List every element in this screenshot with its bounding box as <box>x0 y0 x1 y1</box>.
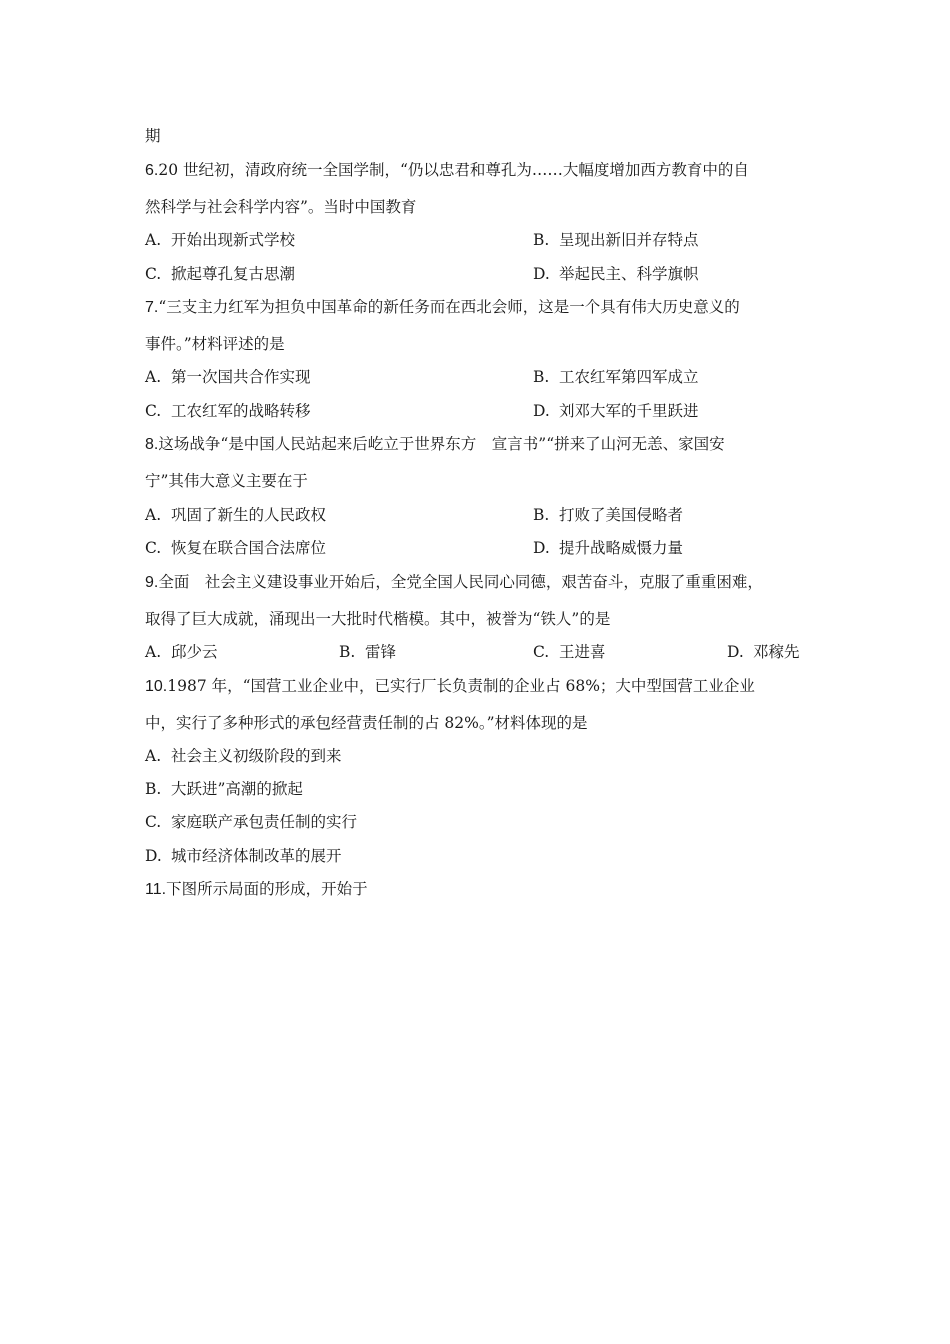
question-8-line-1 <box>145 434 725 455</box>
continuation-text: 期 <box>145 127 161 145</box>
question-10-option-a <box>145 746 342 766</box>
question-8-number: 8. <box>145 436 159 453</box>
option-text: 掀起尊孔复古思潮 <box>171 265 296 283</box>
option-text: 社会主义初级阶段的到来 <box>171 747 342 765</box>
question-9-number: 9. <box>145 574 159 591</box>
option-letter: C. <box>533 643 550 661</box>
option-text: 呈现出新旧并存特点 <box>559 231 699 249</box>
option-text: 工农红军第四军成立 <box>559 368 699 386</box>
option-text: 第一次国共合作实现 <box>171 368 311 386</box>
question-10-line-1 <box>145 676 755 697</box>
question-6-option-a <box>145 230 295 250</box>
option-letter: B. <box>533 368 550 386</box>
option-letter: A. <box>145 368 162 386</box>
option-text: 提升战略威慑力量 <box>559 539 684 557</box>
question-10-option-b <box>145 779 303 799</box>
option-letter: A. <box>145 506 162 524</box>
option-letter: C. <box>145 265 162 283</box>
question-6-line-1 <box>145 160 749 181</box>
question-9-option-b <box>339 642 396 662</box>
question-9-line-1 <box>145 572 763 593</box>
question-10-number: 10. <box>145 678 168 695</box>
option-text: 大跃进”高潮的掀起 <box>171 780 303 798</box>
question-10-text-2: 中，实行了多种形式的承包经营责任制的占 82%。”材料体现的是 <box>145 714 588 732</box>
question-6-option-b <box>533 230 699 250</box>
option-text: 邓稼先 <box>753 643 800 661</box>
question-8-option-c <box>145 538 326 558</box>
option-text: 打败了美国侵略者 <box>559 506 684 524</box>
question-9-option-c <box>533 642 606 662</box>
option-letter: B. <box>533 506 550 524</box>
question-9-text-1: 全面 社会主义建设事业开始后，全党全国人民同心同德，艰苦奋斗，克服了重重困难， <box>158 573 763 591</box>
option-letter: C. <box>145 813 162 831</box>
question-8-option-d <box>533 538 683 558</box>
question-7-line-1 <box>145 297 740 318</box>
question-8-text-1: 这场战争“是中国人民站起来后屹立于世界东方 宣言书”“拼来了山河无恙、家国安 <box>158 435 725 453</box>
option-text: 王进喜 <box>559 643 606 661</box>
question-6-number: 6. <box>145 162 159 179</box>
question-10-option-d <box>145 846 342 866</box>
option-text: 刘邓大军的千里跃进 <box>559 402 699 420</box>
question-8-text-2: 宁”其伟大意义主要在于 <box>145 472 308 490</box>
question-7-text-2: 事件。”材料评述的是 <box>145 335 285 353</box>
option-letter: B. <box>339 643 356 661</box>
question-6-text-1: 20 世纪初，清政府统一全国学制，“仍以忠君和尊孔为……大幅度增加西方教育中的自 <box>158 161 749 179</box>
option-letter: C. <box>145 539 162 557</box>
question-11-line-1 <box>145 879 368 900</box>
option-letter: D. <box>533 402 550 420</box>
option-letter: A. <box>145 231 162 249</box>
option-text: 城市经济体制改革的展开 <box>171 847 342 865</box>
option-text: 邱少云 <box>171 643 218 661</box>
question-9-option-d <box>727 642 800 662</box>
question-11-number: 11. <box>145 881 167 898</box>
question-8-option-a <box>145 505 326 525</box>
question-6-option-d <box>533 264 699 284</box>
question-6-text-2: 然科学与社会科学内容”。当时中国教育 <box>145 198 417 216</box>
question-6-option-c <box>145 264 295 284</box>
option-text: 工农红军的战略转移 <box>171 402 311 420</box>
option-letter: D. <box>145 847 162 865</box>
question-9-text-2: 取得了巨大成就，涌现出一大批时代楷模。其中，被誉为“铁人”的是 <box>145 610 611 628</box>
option-text: 雷锋 <box>365 643 397 661</box>
option-text: 恢复在联合国合法席位 <box>171 539 327 557</box>
question-11-text-1: 下图所示局面的形成，开始于 <box>166 880 368 898</box>
option-text: 开始出现新式学校 <box>171 231 296 249</box>
question-7-option-d <box>533 401 699 421</box>
question-7-option-b <box>533 367 699 387</box>
option-letter: D. <box>727 643 744 661</box>
option-letter: A. <box>145 643 162 661</box>
question-9-option-a <box>145 642 218 662</box>
question-7-option-c <box>145 401 311 421</box>
option-letter: C. <box>145 402 162 420</box>
question-10-text-1: 1987 年，“国营工业企业中，已实行厂长负责制的企业占 68%；大中型国营工业企业 <box>167 677 755 695</box>
option-letter: B. <box>533 231 550 249</box>
question-7-option-a <box>145 367 311 387</box>
question-7-text-1: “三支主力红军为担负中国革命的新任务而在西北会师，这是一个具有伟大历史意义的 <box>158 298 740 316</box>
option-letter: A. <box>145 747 162 765</box>
option-text: 举起民主、科学旗帜 <box>559 265 699 283</box>
option-text: 巩固了新生的人民政权 <box>171 506 327 524</box>
option-letter: D. <box>533 265 550 283</box>
question-7-number: 7. <box>145 299 159 316</box>
option-letter: D. <box>533 539 550 557</box>
option-letter: B. <box>145 780 162 798</box>
question-10-option-c <box>145 812 357 832</box>
question-8-option-b <box>533 505 683 525</box>
option-text: 家庭联产承包责任制的实行 <box>171 813 358 831</box>
